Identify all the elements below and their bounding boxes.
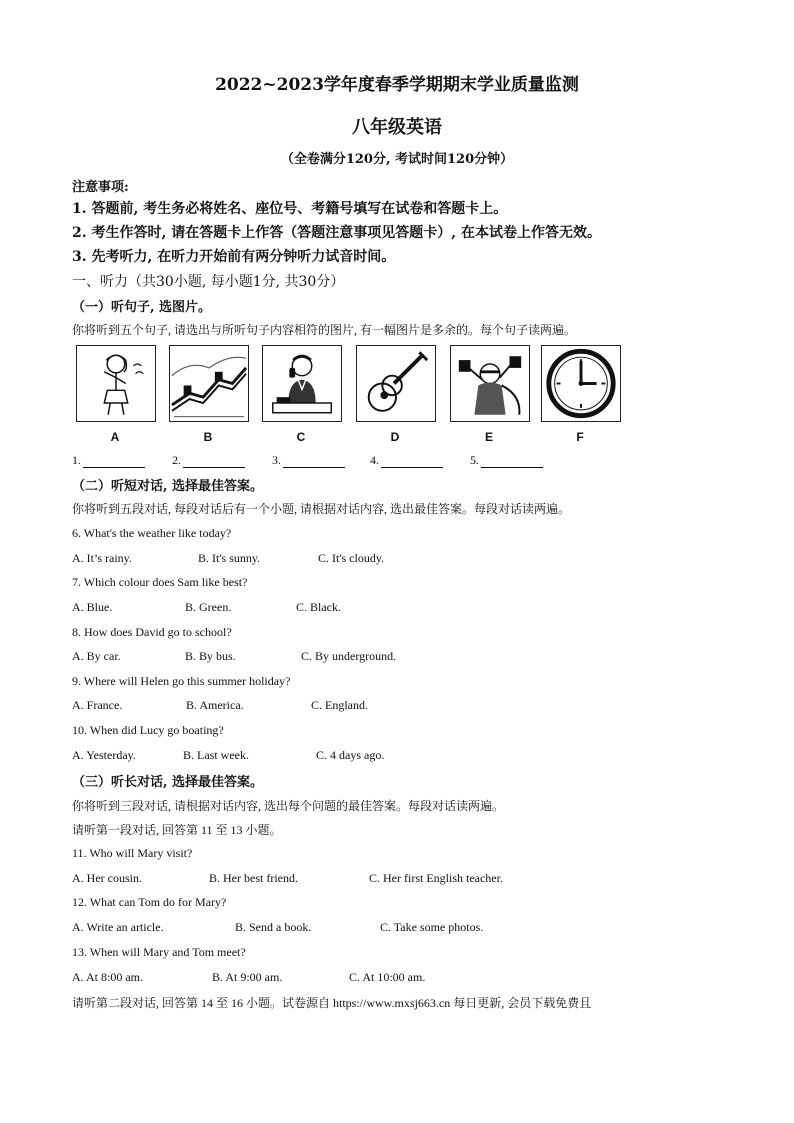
option-6c[interactable]: C. It's cloudy. [318, 551, 385, 565]
section3-heading: （三）听长对话, 选择最佳答案。 [72, 775, 264, 790]
singing-girl-icon [77, 346, 155, 421]
part1-heading: 一、听力（共30小题, 每小题1分, 共30分） [72, 274, 345, 290]
question-12: 12. What can Tom do for Mary? [72, 895, 227, 909]
option-6b[interactable]: B. It's sunny. [198, 551, 261, 565]
question-10: 10. When did Lucy go boating? [72, 723, 224, 737]
answer-blank-5[interactable]: 5. [470, 453, 543, 468]
superhero-icon [451, 346, 529, 421]
section2-instruction: 你将听到五段对话, 每段对话后有一个小题, 请根据对话内容, 选出最佳答案。每段对话读两遍。 [72, 502, 571, 516]
answer-blank-1[interactable]: 1. [72, 453, 145, 468]
question-9: 9. Where will Helen go this summer holiday? [72, 674, 291, 688]
picture-label-e: E [484, 430, 493, 444]
question-11: 11. Who will Mary visit? [72, 846, 193, 860]
answer-blank-3[interactable]: 3. [272, 453, 345, 468]
picture-f [541, 345, 621, 422]
option-9c[interactable]: C. England. [311, 698, 368, 712]
guitar-icon [357, 346, 435, 421]
section3-dialogue1-note: 请听第一段对话, 回答第 11 至 13 小题。 [72, 823, 282, 837]
picture-label-b: B [203, 430, 213, 444]
picture-b [169, 345, 249, 422]
picture-label-c: C [296, 430, 306, 444]
option-13a[interactable]: A. At 8:00 am. [72, 970, 143, 984]
option-7c[interactable]: C. Black. [296, 600, 341, 614]
notice-item-3: 3. 先考听力, 在听力开始前有两分钟听力试音时间。 [72, 249, 396, 265]
great-wall-icon [170, 346, 248, 421]
exam-title: 2022~2023学年度春季学期期末学业质量监测 [215, 75, 579, 95]
picture-label-d: D [390, 430, 400, 444]
question-8: 8. How does David go to school? [72, 625, 232, 639]
option-8c[interactable]: C. By underground. [301, 649, 397, 663]
option-7a[interactable]: A. Blue. [72, 600, 113, 614]
question-7: 7. Which colour does Sam like best? [72, 575, 248, 589]
option-10c[interactable]: C. 4 days ago. [316, 748, 385, 762]
option-7b[interactable]: B. Green. [185, 600, 232, 614]
notice-item-1: 1. 答题前, 考生务必将姓名、座位号、考籍号填写在试卷和答题卡上。 [72, 201, 508, 217]
question-6: 6. What's the weather like today? [72, 526, 232, 540]
option-8b[interactable]: B. By bus. [185, 649, 236, 663]
answer-blank-4[interactable]: 4. [370, 453, 443, 468]
notice-item-2: 2. 考生作答时, 请在答题卡上作答（答题注意事项见答题卡）, 在本试卷上作答无效。 [72, 225, 601, 241]
exam-subtitle: 八年级英语 [352, 117, 442, 138]
option-10a[interactable]: A. Yesterday. [72, 748, 136, 762]
man-on-phone-icon [263, 346, 341, 421]
section1-heading: （一）听句子, 选图片。 [72, 300, 212, 315]
option-12b[interactable]: B. Send a book. [235, 920, 312, 934]
option-12a[interactable]: A. Write an article. [72, 920, 164, 934]
section3-dialogue2-note: 请听第二段对话, 回答第 14 至 16 小题。试卷源自 https://www.mxsj663.cn 每日更新, 会员下载免费且 [72, 996, 592, 1010]
exam-score-note: （全卷满分120分, 考试时间120分钟） [280, 152, 514, 167]
section1-instruction: 你将听到五个句子, 请选出与所听句子内容相符的图片, 有一幅图片是多余的。每个句子读两遍。 [72, 323, 577, 337]
section2-heading: （二）听短对话, 选择最佳答案。 [72, 479, 264, 494]
notice-heading: 注意事项: [72, 180, 129, 195]
option-6a[interactable]: A. It’s rainy. [72, 551, 132, 565]
picture-e [450, 345, 530, 422]
option-13b[interactable]: B. At 9:00 am. [212, 970, 283, 984]
picture-a [76, 345, 156, 422]
picture-d [356, 345, 436, 422]
answer-blank-2[interactable]: 2. [172, 453, 245, 468]
picture-label-f: F [576, 430, 584, 444]
option-13c[interactable]: C. At 10:00 am. [349, 970, 426, 984]
section3-instruction: 你将听到三段对话, 请根据对话内容, 选出每个问题的最佳答案。每段对话读两遍。 [72, 799, 505, 813]
option-11a[interactable]: A. Her cousin. [72, 871, 142, 885]
clock-icon [542, 346, 620, 421]
option-9a[interactable]: A. France. [72, 698, 123, 712]
option-10b[interactable]: B. Last week. [183, 748, 249, 762]
option-11c[interactable]: C. Her first English teacher. [369, 871, 503, 885]
option-11b[interactable]: B. Her best friend. [209, 871, 298, 885]
picture-c [262, 345, 342, 422]
option-12c[interactable]: C. Take some photos. [380, 920, 484, 934]
option-9b[interactable]: B. America. [186, 698, 244, 712]
option-8a[interactable]: A. By car. [72, 649, 121, 663]
question-13: 13. When will Mary and Tom meet? [72, 945, 246, 959]
picture-label-a: A [110, 430, 120, 444]
